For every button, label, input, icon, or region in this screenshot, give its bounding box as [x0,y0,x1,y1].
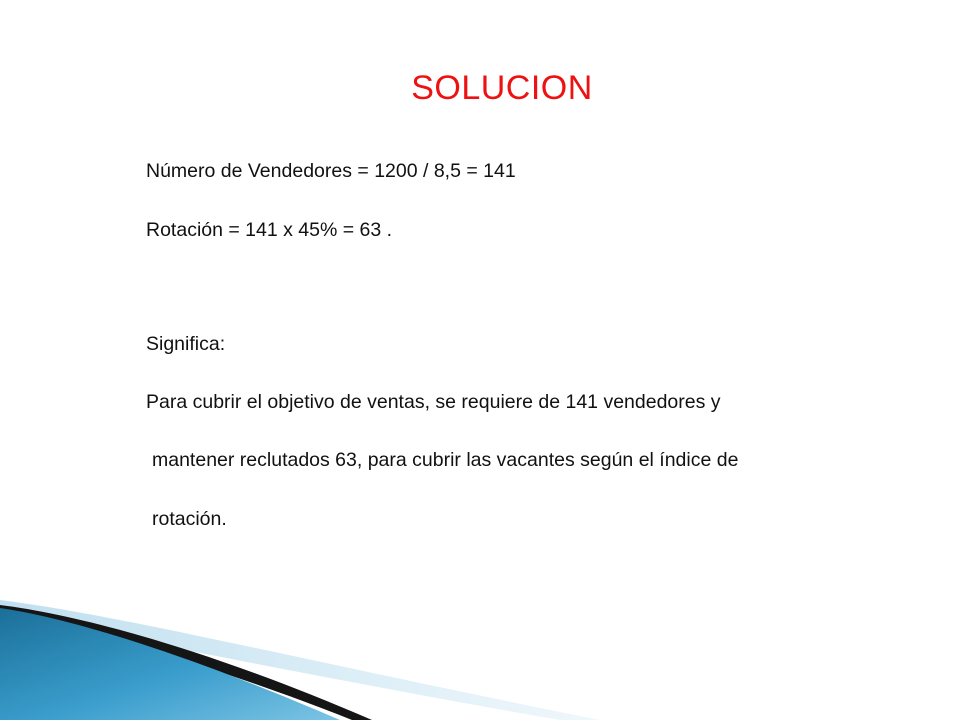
swoosh-dark-stroke [0,605,372,720]
text-line-explanation-2: mantener reclutados 63, para cubrir las vacantes según el índice de [152,449,739,471]
slide-title-text: SOLUCION [411,69,593,107]
swoosh-blue-shape [0,608,340,720]
text-line-explanation-1: Para cubrir el objetivo de ventas, se requiere de 141 vendedores y [146,391,721,413]
slide-title [0,66,960,110]
text-line-vendedores: Número de Vendedores = 1200 / 8,5 = 141 [146,160,516,182]
swoosh-light-band [0,600,600,720]
text-line-explanation-3: rotación. [152,508,227,530]
text-line-rotacion: Rotación = 141 x 45% = 63 . [146,219,393,241]
text-line-significa: Significa: [146,333,226,355]
